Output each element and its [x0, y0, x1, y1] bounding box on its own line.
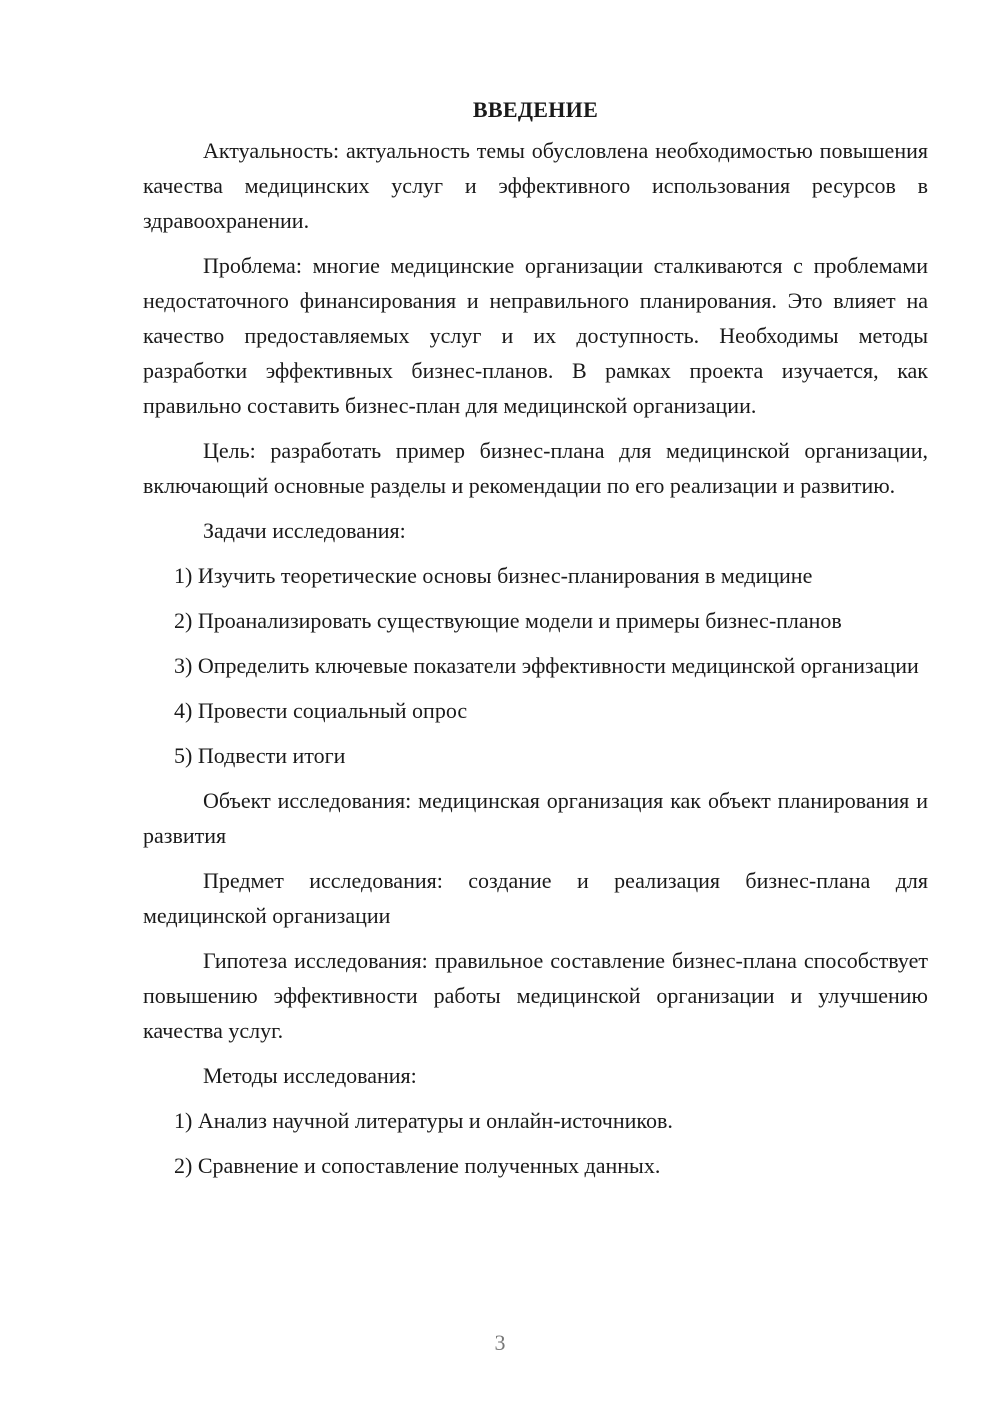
page-number: 3: [494, 1330, 506, 1355]
task-item-1: 1) Изучить теоретические основы бизнес-планирования в медицине: [174, 563, 813, 588]
problem-paragraph: Проблема: многие медицинские организации сталкиваются с проблемами недостаточного финансирования и неправильного планирования. Это влияет на качество предоставляемых услуг и их доступность. Необходимы методы разработки эффективных бизнес-планов. В рамках проекта изучается, как правильно составить бизнес-план для медицинской организации.: [143, 253, 928, 418]
method-item-2: 2) Сравнение и сопоставление полученных данных.: [174, 1153, 661, 1178]
hypothesis-paragraph: Гипотеза исследования: правильное составление бизнес-плана способствует повышению эффективности работы медицинской организации и улучшению качества услуг.: [143, 948, 928, 1043]
section-title: ВВЕДЕНИЕ: [472, 97, 599, 122]
task-item-5: 5) Подвести итоги: [174, 743, 346, 768]
relevance-paragraph: Актуальность: актуальность темы обусловлена необходимостью повышения качества медицинских услуг и эффективного использования ресурсов в здравоохранении.: [143, 138, 928, 233]
tasks-heading: Задачи исследования:: [203, 518, 406, 543]
goal-paragraph: Цель: разработать пример бизнес-плана для медицинской организации, включающий основные разделы и рекомендации по его реализации и развитию.: [143, 438, 928, 498]
task-item-4: 4) Провести социальный опрос: [174, 698, 468, 723]
methods-heading: Методы исследования:: [203, 1063, 417, 1088]
document-page: [143, 92, 928, 1193]
subject-paragraph: Предмет исследования: создание и реализация бизнес-плана для медицинской организации: [143, 868, 928, 928]
object-paragraph: Объект исследования: медицинская организация как объект планирования и развития: [143, 788, 928, 848]
method-item-1: 1) Анализ научной литературы и онлайн-источников.: [174, 1108, 673, 1133]
task-item-2: 2) Проанализировать существующие модели и примеры бизнес-планов: [174, 608, 842, 633]
task-item-3: 3) Определить ключевые показатели эффективности медицинской организации: [174, 653, 919, 678]
